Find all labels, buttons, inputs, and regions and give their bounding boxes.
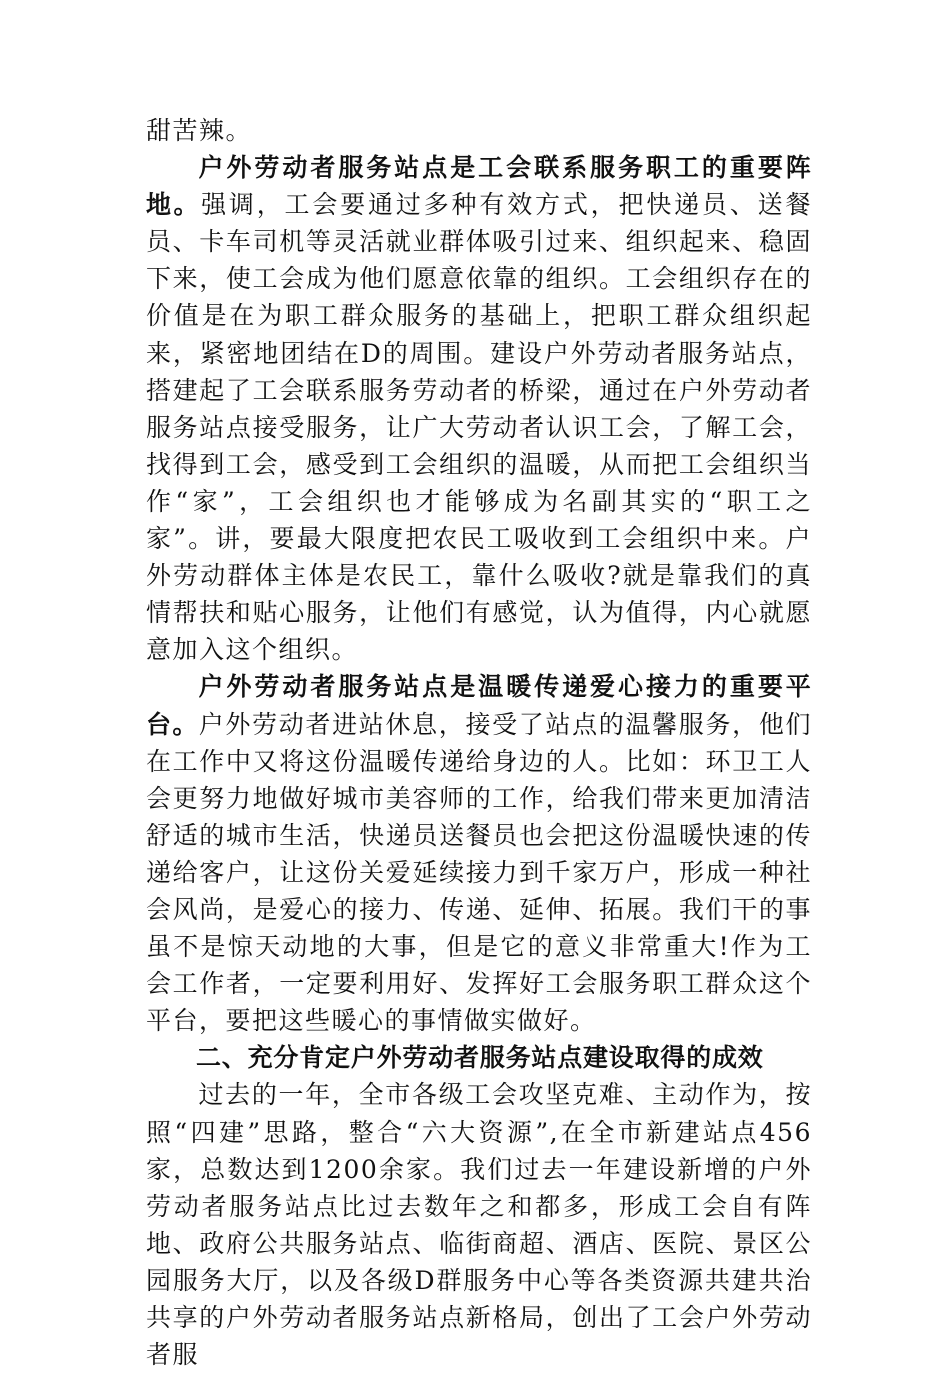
paragraph-service-station-position xyxy=(146,149,812,668)
section-heading: 二、充分肯定户外劳动者服务站点建设取得的成效 xyxy=(196,1043,764,1073)
paragraph-achievements xyxy=(146,1076,812,1373)
paragraph-text: 强调，工会要通过多种有效方式，把快递员、送餐员、卡车司机等灵活就业群体吸引过来、组织起来、稳固下来，使工会成为他们愿意依靠的组织。工会组织存在的价值是在为职工群众服务的基础上，把职工群众组织起来，紧密地团结在D的周围。建设户外劳动者服务站点，搭建起了工会联系服务劳动者的桥梁，通过在户外劳动者服务站点接受服务，让广大劳动者认识工会，了解工会，找得到工会，感受到工会组织的温暖，从而把工会组织当作“家”，工会组织也才能够成为名副其实的“职工之家”。讲，要最大限度把农民工吸收到工会组织中来。户外劳动群体主体是农民工，靠什么吸收?就是靠我们的真情帮扶和贴心服务，让他们有感觉，认为值得，内心就愿意加入这个组织。 xyxy=(146,190,812,665)
paragraph-lead-sentence: 户外劳动者服务站点是温暖传递爱心接力的重要平台。 xyxy=(146,672,812,739)
document-page xyxy=(146,112,812,1373)
paragraph-continuation xyxy=(146,112,812,149)
paragraph-warmth-relay-platform xyxy=(146,668,812,1039)
paragraph-text: 户外劳动者进站休息，接受了站点的温馨服务，他们在工作中又将这份温暖传递给身边的人。比如：环卫工人会更努力地做好城市美容师的工作，给我们带来更加清洁舒适的城市生活，快递员送餐员也会把这份温暖快速的传递给客户，让这份关爱延续接力到千家万户，形成一种社会风尚，是爱心的接力、传递、延伸、拓展。我们干的事虽不是惊天动地的大事，但是它的意义非常重大!作为工会工作者，一定要利用好、发挥好工会服务职工群众这个平台，要把这些暖心的事情做实做好。 xyxy=(146,709,812,1036)
paragraph-text: 甜苦辣。 xyxy=(146,116,253,145)
paragraph-text: 过去的一年，全市各级工会攻坚克难、主动作为，按照“四建”思路，整合“六大资源”,在全市新建站点456家，总数达到1200余家。我们过去一年建设新增的户外劳动者服务站点比过去数年之和都多，形成工会自有阵地、政府公共服务站点、临街商超、酒店、医院、景区公园服务大厅，以及各级D群服务中心等各类资源共建共治共享的户外劳动者服务站点新格局，创出了工会户外劳动者服 xyxy=(146,1080,812,1370)
paragraph-lead-sentence: 户外劳动者服务站点是工会联系服务职工的重要阵地。 xyxy=(146,153,812,220)
